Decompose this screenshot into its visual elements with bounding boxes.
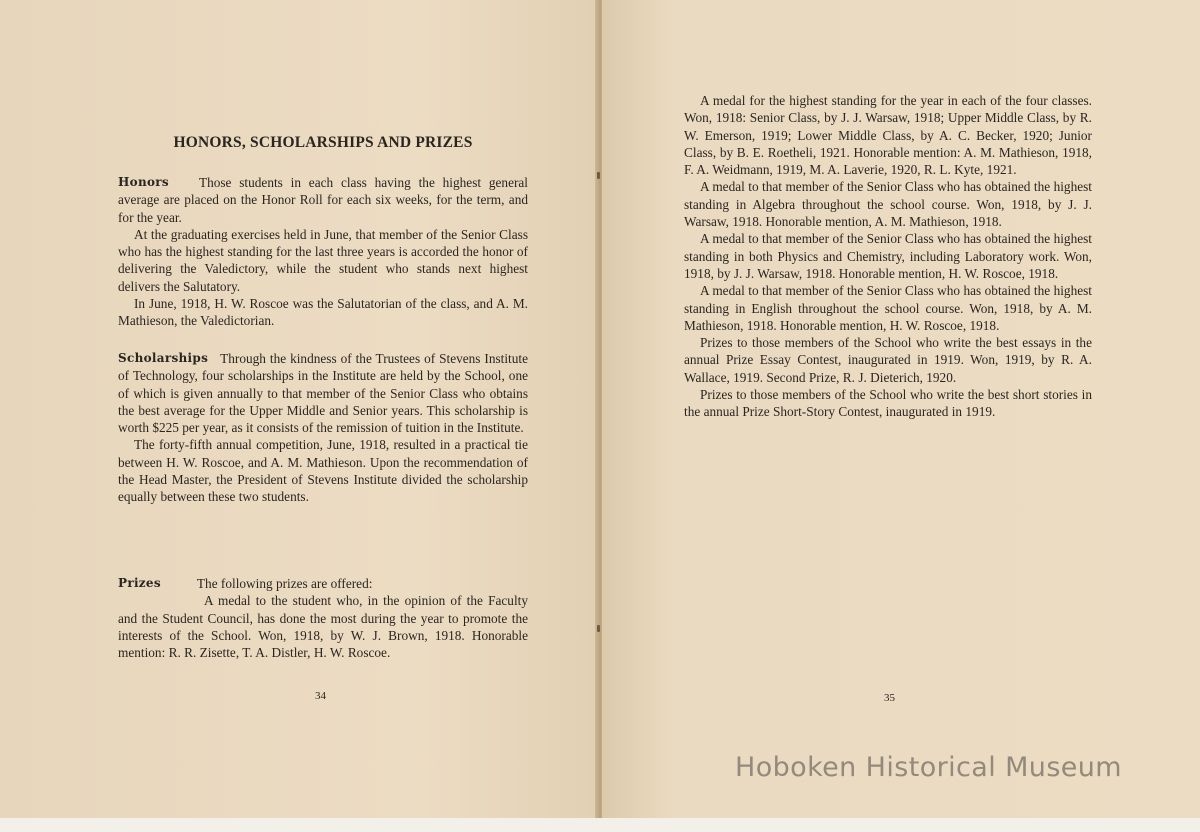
honors-heading: Honors	[118, 175, 169, 189]
prize-paragraph: A medal to that member of the Senior Class who has obtained the highest standing in both Physics and Chemistry, including Laboratory work. Won, 1918, by J. J. Warsaw, 1918. Honorable mention, H. W. Roscoe, 1918.	[684, 231, 1092, 281]
page-number: 34	[315, 690, 326, 702]
prizes-section	[118, 575, 528, 661]
prize-paragraph: A medal to that member of the Senior Class who has obtained the highest standing in Algebra throughout the school course. Won, 1918, by J. J. Warsaw, 1918. Honorable mention, A. M. Mathieson, 1918.	[684, 179, 1092, 230]
page-title: HONORS, SCHOLARSHIPS AND PRIZES	[173, 134, 473, 151]
honors-section	[118, 174, 528, 330]
scholarships-paragraph: Through the kindness of the Trustees of Stevens Institute of Technology, four scholarships in the Institute are held by the School, one of which is given annually to that member of the Senior Class who obtains the best average for the Upper Middle and Senior years. This scholarship is worth $225 per year, as it consists of the remission of tuition in the Institute.	[118, 351, 528, 436]
honors-paragraph: Those students in each class having the highest general average are placed on the Honor Roll for each six weeks, for the term, and for the year.	[118, 175, 528, 225]
right-page	[602, 0, 1200, 832]
page-number: 35	[884, 692, 895, 704]
prize-paragraph: Prizes to those members of the School who write the best essays in the annual Prize Essay Contest, inaugurated in 1919. Won, 1919, by R. A. Wallace, 1919. Second Prize, R. J. Dieterich, 1920.	[684, 335, 1092, 385]
prizes-heading: Prizes	[118, 576, 161, 590]
honors-paragraph: In June, 1918, H. W. Roscoe was the Salutatorian of the class, and A. M. Mathieson, the Valedictorian.	[118, 296, 528, 329]
watermark: Hoboken Historical Museum	[735, 752, 1123, 783]
prizes-paragraph: The following prizes are offered:	[196, 576, 373, 591]
scholarships-section	[118, 350, 528, 506]
scan-bottom-edge	[0, 818, 1200, 832]
binding-hole	[597, 625, 600, 632]
scholarships-heading: Scholarships	[118, 351, 209, 365]
prize-paragraph: Prizes to those members of the School who write the best short stories in the annual Prize Short-Story Contest, inaugurated in 1919.	[684, 387, 1092, 420]
prize-paragraph: A medal to that member of the Senior Class who has obtained the highest standing in English throughout the school course. Won, 1918, by A. M. Mathieson, 1918. Honorable mention, H. W. Roscoe, 1918.	[684, 283, 1092, 333]
scholarships-paragraph: The forty-fifth annual competition, June, 1918, resulted in a practical tie between H. W. Roscoe, and A. M. Mathieson. Upon the recommendation of the Head Master, the President of Stevens Institute divided the scholarship equally between these two students.	[118, 437, 528, 505]
honors-paragraph: At the graduating exercises held in June, that member of the Senior Class who has the highest standing for the last three years is accorded the honor of delivering the Valedictory, while the student who stands next highest delivers the Salutatory.	[118, 226, 528, 294]
left-page	[0, 0, 598, 832]
prize-paragraph: A medal for the highest standing for the year in each of the four classes. Won, 1918: Senior Class, by J. J. Warsaw, 1918; Upper Middle Class, by R. W. Emerson, 1919; Lower Middle Class, by A. C. Becker, 1920; Junior Class, by B. E. Roetheli, 1921. Honorable mention: A. M. Mathieson, 1918, F. A. Weidmann, 1919, M. A. Laverie, 1920, R. L. Kyte, 1921.	[684, 93, 1092, 178]
prizes-continued	[684, 92, 1092, 421]
binding-hole	[597, 172, 600, 179]
prizes-paragraph: A medal to the student who, in the opinion of the Faculty and the Student Council, has done the most during the year to promote the interests of the School. Won, 1918, by W. J. Brown, 1918. Honorable mention: R. R. Zisette, T. A. Distler, H. W. Roscoe.	[118, 593, 528, 661]
